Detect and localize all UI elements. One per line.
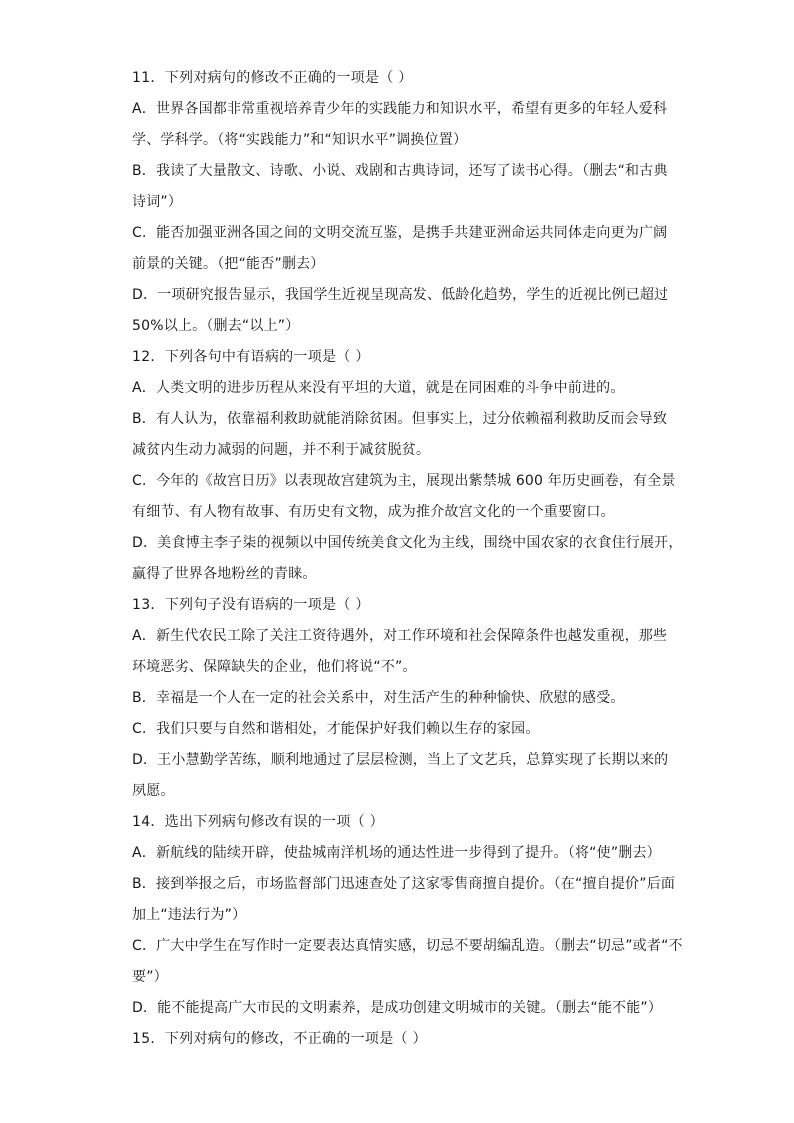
question-14-option-c-line-2: 要”） <box>132 969 168 985</box>
question-13-option-c: C．我们只要与自然和谐相处，才能保护好我们赖以生存的家园。 <box>132 721 540 737</box>
question-11-option-d-line-1: D．一项研究报告显示，我国学生近视呈现高发、低龄化趋势，学生的近视比例已超过 <box>132 287 669 303</box>
question-11-option-c-line-2: 前景的关键。（把“能否”删去） <box>132 256 325 272</box>
question-12-option-d-line-2: 赢得了世界各地粉丝的青睐。 <box>132 566 317 582</box>
question-15-stem: 15．下列对病句的修改，不正确的一项是（ ） <box>132 1031 427 1047</box>
question-14-option-b-line-1: B．接到举报之后，市场监督部门迅速查处了这家零售商擅自提价。（在“擅自提价”后面 <box>132 876 676 892</box>
question-11-option-d-line-2: 50%以上。（删去“以上”） <box>132 318 300 334</box>
question-12-option-b-line-1: B．有人认为，依靠福利救助就能消除贫困。但事实上，过分依赖福利救助反而会导致 <box>132 411 668 427</box>
question-11-option-a-line-1: A．世界各国都非常重视培养青少年的实践能力和知识水平，希望有更多的年轻人爱科 <box>132 101 668 117</box>
question-12-option-d-line-1: D．美食博主李子柒的视频以中国传统美食文化为主线，围绕中国农家的衣食住行展开， <box>132 535 683 551</box>
question-12-stem: 12．下列各句中有语病的一项是（ ） <box>132 349 370 365</box>
question-14-option-a: A．新航线的陆续开辟，使盐城南洋机场的通达性进一步得到了提升。（将“使”删去） <box>132 845 661 861</box>
question-13-option-a-line-2: 环境恶劣、保障缺失的企业，他们将说“不”。 <box>132 659 417 675</box>
question-text-block <box>132 63 683 1055</box>
question-13-option-a-line-1: A．新生代农民工除了关注工资待遇外，对工作环境和社会保障条件也越发重视，那些 <box>132 628 668 644</box>
question-11-stem: 11．下列对病句的修改不正确的一项是（ ） <box>132 70 413 86</box>
question-14-option-b-line-2: 加上“违法行为”） <box>132 907 247 923</box>
question-13-stem: 13．下列句子没有语病的一项是（ ） <box>132 597 370 613</box>
question-14-option-d: D．能不能提高广大市民的文明素养，是成功创建文明城市的关键。（删去“能不能”） <box>132 1000 663 1016</box>
question-11-option-a-line-2: 学、学科学。（将“实践能力”和“知识水平”调换位置） <box>132 132 468 148</box>
question-13-option-d-line-2: 夙愿。 <box>132 783 175 799</box>
question-12-option-c-line-2: 有细节、有人物有故事、有历史有文物，成为推介故宫文化的一个重要窗口。 <box>132 504 615 520</box>
question-14-option-c-line-1: C．广大中学生在写作时一定要表达真情实感，切忌不要胡编乱造。（删去“切忌”或者“不 <box>132 938 683 954</box>
question-11-option-c-line-1: C．能否加强亚洲各国之间的文明交流互鉴，是携手共建亚洲命运共同体走向更为广阔 <box>132 225 668 241</box>
question-13-option-d-line-1: D．王小慧勤学苦练，顺利地通过了层层检测，当上了文艺兵，总算实现了长期以来的 <box>132 752 669 768</box>
question-12-option-a: A．人类文明的进步历程从来没有平坦的大道，就是在同困难的斗争中前进的。 <box>132 380 625 396</box>
question-13-option-b: B．幸福是一个人在一定的社会关系中，对生活产生的种种愉快、欣慰的感受。 <box>132 690 625 706</box>
question-11-option-b-line-2: 诗词”） <box>132 194 183 210</box>
question-12-option-b-line-2: 减贫内生动力减弱的问题，并不利于减贫脱贫。 <box>132 442 431 458</box>
question-11-option-b-line-1: B．我读了大量散文、诗歌、小说、戏剧和古典诗词，还写了读书心得。（删去“和古典 <box>132 163 668 179</box>
question-12-option-c-line-1: C．今年的《故宫日历》以表现故宫建筑为主，展现出紫禁城 600 年历史画卷，有全景 <box>132 473 676 489</box>
question-14-stem: 14．选出下列病句修改有误的一项（ ） <box>132 814 384 830</box>
